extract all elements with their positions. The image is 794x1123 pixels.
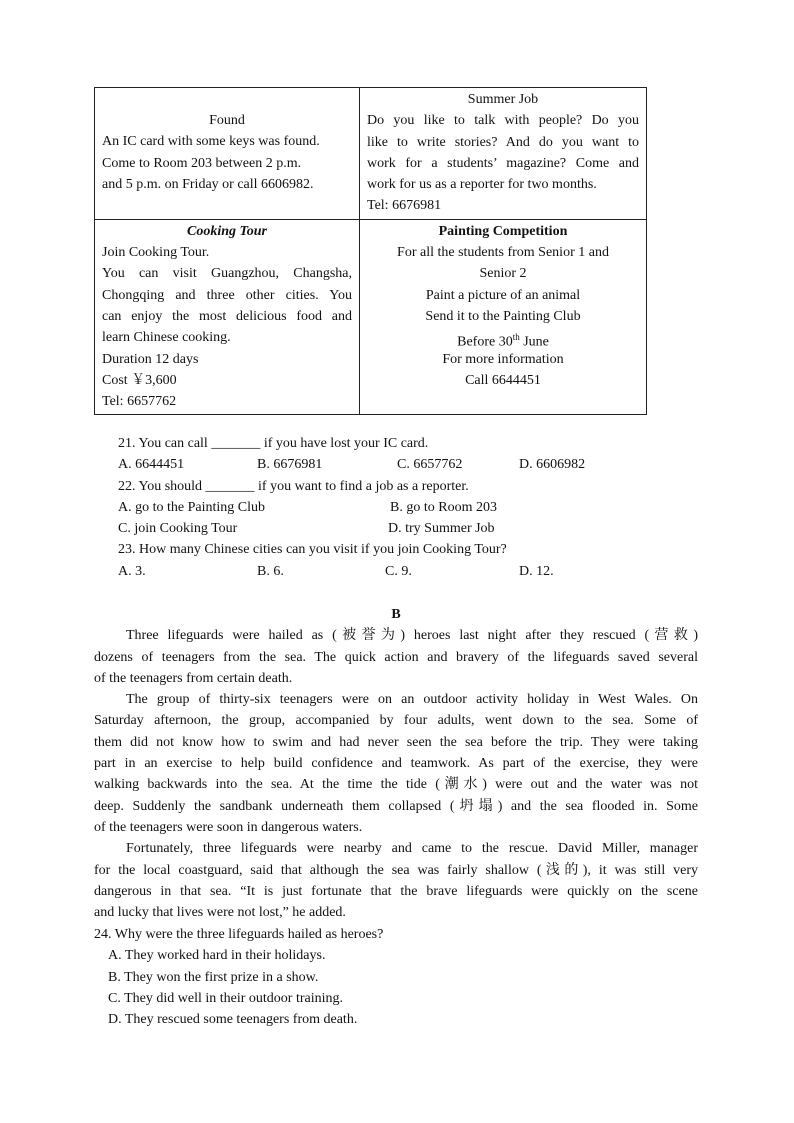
deadline-text: Before 30	[457, 334, 513, 350]
ad-line: Send it to the Painting Club	[425, 308, 581, 324]
ad-line-deadline	[367, 327, 639, 348]
ad-line: You can visit Guangzhou, Changsha,	[102, 266, 352, 282]
ad-line: For all the students from Senior 1 and	[397, 245, 609, 261]
passage-line: of the teenagers were soon in dangerous waters.	[94, 819, 363, 835]
question: 21. You can call _______ if you have lost your IC card.	[118, 436, 429, 451]
ad-title: Painting Competition	[438, 223, 568, 239]
passage-line: The group of thirty-six teenagers were on an outdoor activity holiday in West Wales. On	[126, 692, 698, 708]
ad-line: Come to Room 203 between 2 p.m.	[102, 155, 302, 171]
ad-line: Duration 12 days	[102, 351, 199, 367]
ad-line: Chongqing and three other cities. You	[102, 287, 352, 303]
options	[118, 518, 507, 539]
passage-line: Three lifeguards were hailed as (被誉为) heroes last night after they rescued (营救)	[126, 628, 698, 644]
option: B. They won the first prize in a show.	[108, 969, 319, 985]
passage-line: dangerous in that sea. “It is just fortunate that the brave lifeguards were quickly on the scene	[94, 883, 698, 899]
passage-line: and lucky that lives were not lost,” he added.	[94, 905, 346, 921]
options	[118, 497, 507, 518]
question: 24. Why were the three lifeguards hailed as heroes?	[94, 927, 384, 942]
ad-line: work for a students’ magazine? Come and	[367, 155, 639, 171]
option: D. try Summer Job	[388, 521, 495, 537]
passage-line: them did not know how to swim and had never seen the sea before the trip. They were taking	[94, 734, 698, 750]
ad-line: Do you like to talk with people? Do you	[367, 113, 639, 129]
question: 23. How many Chinese cities can you visit if you join Cooking Tour?	[118, 542, 507, 558]
ad-line: Senior 2	[479, 266, 527, 282]
ad-line: Join Cooking Tour.	[102, 245, 210, 261]
option: B. go to Room 203	[390, 499, 497, 515]
question: 22. You should _______ if you want to find a job as a reporter.	[118, 478, 469, 494]
deadline-month: June	[519, 334, 549, 350]
questions-21-23	[118, 433, 586, 582]
passage-line: walking backwards into the sea. At the time the tide (潮水) were out and the water was not	[94, 777, 698, 793]
ad-found	[95, 88, 360, 220]
passage-line: part in an exercise to help build confidence and teamwork. As part of the exercise, they were	[94, 756, 698, 772]
ad-line: Call 6644451	[465, 372, 541, 388]
ad-line: Tel: 6657762	[102, 394, 177, 410]
ad-cooking-tour	[95, 219, 360, 415]
option: C. They did well in their outdoor training.	[108, 990, 343, 1006]
ad-line: For more information	[442, 351, 564, 367]
ad-line: learn Chinese cooking.	[102, 330, 231, 346]
ad-line: Tel: 6676981	[367, 198, 442, 214]
ad-line: like to write stories? And do you want to	[367, 134, 639, 150]
passage	[94, 625, 698, 923]
deadline-sup: th	[512, 332, 520, 343]
ad-summer-job	[360, 88, 647, 220]
ad-title: Found	[209, 113, 245, 128]
option: B. 6676981	[257, 457, 323, 473]
option: C. 9.	[385, 563, 412, 579]
option: C. join Cooking Tour	[118, 521, 238, 537]
option: A. They worked hard in their holidays.	[108, 948, 326, 964]
option: A. 6644451	[118, 457, 185, 473]
section-b	[94, 604, 698, 923]
question-24	[94, 924, 383, 1030]
options	[118, 561, 554, 582]
ads-table	[94, 87, 647, 415]
passage-line: of the teenagers from certain death.	[94, 670, 293, 686]
ad-line: can enjoy the most delicious food and	[102, 308, 352, 324]
ad-title: Summer Job	[467, 92, 539, 107]
option: A. 3.	[118, 563, 146, 579]
option: D. They rescued some teenagers from death.	[108, 1012, 358, 1028]
passage-line: deep. Suddenly the sandbank underneath them collapsed (坍塌) and the sea flooded in. Some	[94, 798, 698, 814]
passage-line: Saturday afternoon, the group, accompanied by four adults, went down to the sea. Some of	[94, 713, 698, 729]
ad-line: Cost ￥3,600	[102, 372, 177, 388]
passage-line: dozens of teenagers from the sea. The quick action and bravery of the lifeguards saved several	[94, 649, 698, 665]
section-heading: B	[391, 607, 401, 622]
ad-painting-competition	[360, 219, 647, 415]
options	[118, 454, 586, 475]
option: C. 6657762	[397, 457, 463, 473]
option: A. go to the Painting Club	[118, 499, 265, 515]
option: D. 12.	[519, 563, 554, 579]
option: D. 6606982	[519, 457, 586, 473]
ad-title: Cooking Tour	[186, 223, 267, 239]
option: B. 6.	[257, 563, 284, 579]
passage-line: Fortunately, three lifeguards were nearby and came to the rescue. David Miller, manager	[126, 841, 698, 857]
passage-line: for the local coastguard, said that although the sea was fairly shallow (浅的), it was still very	[94, 862, 698, 878]
ad-line: An IC card with some keys was found.	[102, 134, 320, 150]
ad-line: and 5 p.m. on Friday or call 6606982.	[102, 176, 314, 192]
ad-line: Paint a picture of an animal	[425, 287, 581, 303]
ad-line: work for us as a reporter for two months.	[367, 177, 597, 193]
